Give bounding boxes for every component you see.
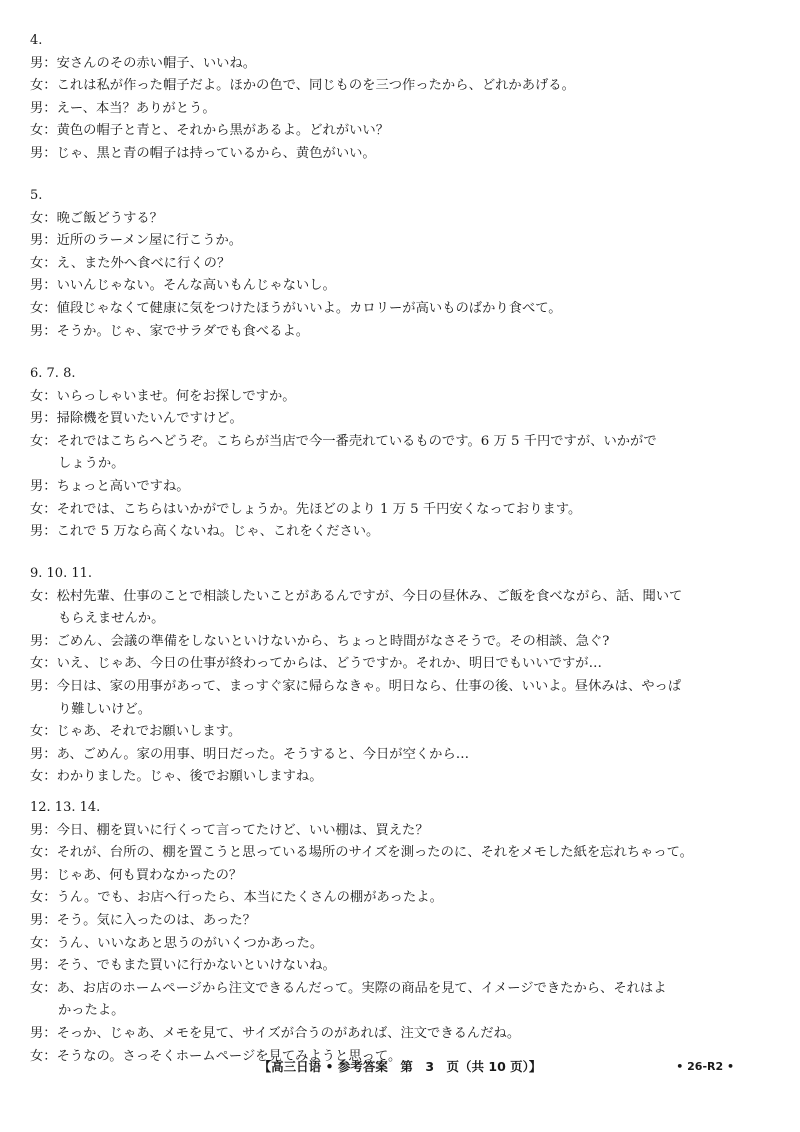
dialogue-line	[30, 386, 770, 408]
speaker-label: 女	[30, 256, 44, 271]
speaker-label: 女	[30, 890, 44, 905]
speaker-label: 女	[30, 123, 44, 138]
utterance-text: ちょっと高いですね。	[56, 479, 190, 494]
speaker-label: 女	[30, 845, 44, 860]
speaker-colon: ：	[43, 958, 57, 973]
dialogue-line	[30, 586, 770, 608]
utterance-text: そうなの。さっそくホームページを見てみようと思って。	[56, 1049, 402, 1064]
dialogue-line	[30, 887, 770, 909]
speaker-label: 男	[30, 278, 44, 293]
question-number: 12. 13. 14.	[30, 800, 101, 815]
speaker-colon: ：	[43, 747, 57, 762]
dialogue-line	[30, 298, 770, 320]
dialogue-line	[30, 275, 770, 297]
speaker-label: 男	[30, 324, 44, 339]
speaker-colon: ：	[43, 656, 57, 671]
speaker-label: 男	[30, 747, 44, 762]
dialogue-line	[30, 721, 770, 743]
speaker-colon: ：	[43, 868, 57, 883]
utterance-text: えー、本当？ありがとう。	[56, 101, 216, 116]
utterance-text: じゃ、黒と青の帽子は持っているから、黄色がいい。	[56, 146, 376, 161]
utterance-text: 晩ご飯どうする？	[56, 211, 163, 226]
speaker-colon: ：	[43, 411, 57, 426]
utterance-text: じゃあ、何も買わなかったの？	[56, 868, 243, 883]
speaker-colon: ：	[43, 936, 57, 951]
speaker-colon: ：	[43, 981, 57, 996]
dialogue-line	[30, 766, 770, 788]
dialogue-line	[30, 230, 770, 252]
dialogue-line	[30, 1046, 770, 1068]
speaker-colon: ：	[43, 769, 57, 784]
dialogue-line-continuation: り難しいけど。	[58, 702, 152, 717]
speaker-colon: ：	[43, 301, 57, 316]
speaker-label: 女	[30, 301, 44, 316]
utterance-text: いえ、じゃあ、今日の仕事が終わってからは、どうですか。それか、明日でもいいですが…	[56, 656, 602, 671]
speaker-label: 男	[30, 634, 44, 649]
speaker-colon: ：	[43, 233, 57, 248]
question-number: 4.	[30, 33, 43, 48]
speaker-colon: ：	[43, 256, 57, 271]
speaker-label: 女	[30, 724, 44, 739]
utterance-text: 掃除機を買いたいんですけど。	[56, 411, 243, 426]
utterance-text: いいんじゃない。そんな高いもんじゃないし。	[56, 278, 336, 293]
dialogue-line	[30, 631, 770, 653]
dialogue-line	[30, 865, 770, 887]
dialogue-line	[30, 321, 770, 343]
question-number: 5.	[30, 188, 43, 203]
speaker-colon: ：	[43, 890, 57, 905]
utterance-text: あ、ごめん。家の用事、明日だった。そうすると、今日が空くから…	[56, 747, 470, 762]
speaker-label: 男	[30, 56, 44, 71]
speaker-colon: ：	[43, 78, 57, 93]
speaker-colon: ：	[43, 123, 57, 138]
speaker-label: 男	[30, 411, 44, 426]
speaker-label: 女	[30, 1049, 44, 1064]
dialogue-line	[30, 933, 770, 955]
speaker-colon: ：	[43, 389, 57, 404]
speaker-label: 女	[30, 434, 44, 449]
dialogue-line	[30, 98, 770, 120]
speaker-label: 女	[30, 502, 44, 517]
speaker-label: 男	[30, 146, 44, 161]
speaker-colon: ：	[43, 434, 57, 449]
footer-page-info: 【高三日语 • 参考答案 第 3 页（共 10 页）】	[258, 1059, 542, 1074]
dialogue-line	[30, 744, 770, 766]
dialogue-line-continuation: しょうか。	[58, 456, 125, 471]
dialogue-line-continuation: もらえませんか。	[58, 611, 165, 626]
utterance-text: これで 5 万なら高くないね。じゃ、これをください。	[56, 524, 380, 539]
speaker-label: 女	[30, 211, 44, 226]
speaker-label: 女	[30, 389, 44, 404]
dialogue-line	[30, 143, 770, 165]
speaker-colon: ：	[43, 823, 57, 838]
dialogue-line	[30, 676, 770, 698]
speaker-label: 女	[30, 981, 44, 996]
utterance-text: 黄色の帽子と青と、それから黒があるよ。どれがいい？	[56, 123, 390, 138]
speaker-colon: ：	[43, 589, 57, 604]
utterance-text: これは私が作った帽子だよ。ほかの色で、同じものを三つ作ったから、どれかあげる。	[56, 78, 575, 93]
speaker-label: 女	[30, 769, 44, 784]
dialogue-line	[30, 910, 770, 932]
utterance-text: え、また外へ食べに行くの？	[56, 256, 231, 271]
speaker-colon: ：	[43, 634, 57, 649]
speaker-label: 女	[30, 656, 44, 671]
speaker-colon: ：	[43, 146, 57, 161]
dialogue-line	[30, 978, 770, 1000]
speaker-label: 男	[30, 823, 44, 838]
speaker-label: 男	[30, 101, 44, 116]
utterance-text: それが、台所の、棚を置こうと思っている場所のサイズを測ったのに、それをメモした紙を忘れちゃって。	[56, 845, 693, 860]
utterance-text: 近所のラーメン屋に行こうか。	[56, 233, 243, 248]
speaker-colon: ：	[43, 524, 57, 539]
speaker-label: 男	[30, 679, 44, 694]
speaker-label: 男	[30, 479, 44, 494]
question-number: 6. 7. 8.	[30, 366, 76, 381]
dialogue-line	[30, 1023, 770, 1045]
utterance-text: あ、お店のホームページから注文できるんだって。実際の商品を見て、イメージできたから、それはよ	[56, 981, 667, 996]
speaker-colon: ：	[43, 324, 57, 339]
question-number: 9. 10. 11.	[30, 566, 93, 581]
utterance-text: そうか。じゃ、家でサラダでも食べるよ。	[56, 324, 310, 339]
utterance-text: それでは、こちらはいかがでしょうか。先ほどのより 1 万 5 千円安くなっております。	[56, 502, 582, 517]
speaker-colon: ：	[43, 278, 57, 293]
speaker-label: 女	[30, 589, 44, 604]
utterance-text: それではこちらへどうぞ。こちらが当店で今一番売れているものです。6 万 5 千円ですが、いかがで	[56, 434, 657, 449]
utterance-text: 松村先輩、仕事のことで相談したいことがあるんですが、今日の昼休み、ご飯を食べながら、話、聞いて	[56, 589, 683, 604]
speaker-colon: ：	[43, 845, 57, 860]
dialogue-line	[30, 208, 770, 230]
speaker-label: 男	[30, 1026, 44, 1041]
dialogue-line	[30, 253, 770, 275]
speaker-colon: ：	[43, 724, 57, 739]
utterance-text: じゃあ、それでお願いします。	[56, 724, 242, 739]
utterance-text: うん、いいなあと思うのがいくつかあった。	[56, 936, 324, 951]
dialogue-line	[30, 53, 770, 75]
dialogue-line-continuation: かったよ。	[58, 1003, 125, 1018]
utterance-text: そう、でもまた買いに行かないといけないね。	[56, 958, 336, 973]
utterance-text: わかりました。じゃ、後でお願いしますね。	[56, 769, 323, 784]
speaker-label: 男	[30, 524, 44, 539]
speaker-label: 男	[30, 868, 44, 883]
utterance-text: そっか、じゃあ、メモを見て、サイズが合うのがあれば、注文できるんだね。	[56, 1026, 521, 1041]
speaker-colon: ：	[43, 1026, 57, 1041]
utterance-text: ごめん、会議の準備をしないといけないから、ちょっと時間がなさそうで。その相談、急ぐ?	[56, 634, 610, 649]
speaker-label: 女	[30, 936, 44, 951]
dialogue-line	[30, 431, 770, 453]
speaker-colon: ：	[43, 502, 57, 517]
dialogue-line	[30, 499, 770, 521]
speaker-label: 男	[30, 958, 44, 973]
speaker-colon: ：	[43, 1049, 57, 1064]
dialogue-line	[30, 408, 770, 430]
dialogue-line	[30, 521, 770, 543]
dialogue-line	[30, 653, 770, 675]
speaker-colon: ：	[43, 479, 57, 494]
speaker-label: 男	[30, 233, 44, 248]
utterance-text: そう。気に入ったのは、あった？	[56, 913, 256, 928]
dialogue-line	[30, 75, 770, 97]
utterance-text: いらっしゃいませ。何をお探しですか。	[56, 389, 296, 404]
footer-code: • 26-R2 •	[676, 1060, 734, 1073]
speaker-colon: ：	[43, 679, 57, 694]
dialogue-line	[30, 820, 770, 842]
dialogue-line	[30, 120, 770, 142]
speaker-colon: ：	[43, 101, 57, 116]
speaker-colon: ：	[43, 211, 57, 226]
speaker-label: 女	[30, 78, 44, 93]
dialogue-line	[30, 476, 770, 498]
speaker-colon: ：	[43, 913, 57, 928]
utterance-text: 今日は、家の用事があって、まっすぐ家に帰らなきゃ。明日なら、仕事の後、いいよ。昼休みは、やっぱ	[56, 679, 682, 694]
speaker-label: 男	[30, 913, 44, 928]
utterance-text: 値段じゃなくて健康に気をつけたほうがいいよ。カロリーが高いものばかり食べて。	[56, 301, 562, 316]
utterance-text: 安さんのその赤い帽子、いいね。	[56, 56, 257, 71]
dialogue-line	[30, 842, 770, 864]
utterance-text: うん。でも、お店へ行ったら、本当にたくさんの棚があったよ。	[56, 890, 443, 905]
dialogue-line	[30, 955, 770, 977]
speaker-colon: ：	[43, 56, 57, 71]
utterance-text: 今日、棚を買いに行くって言ってたけど、いい棚は、買えた？	[56, 823, 429, 838]
